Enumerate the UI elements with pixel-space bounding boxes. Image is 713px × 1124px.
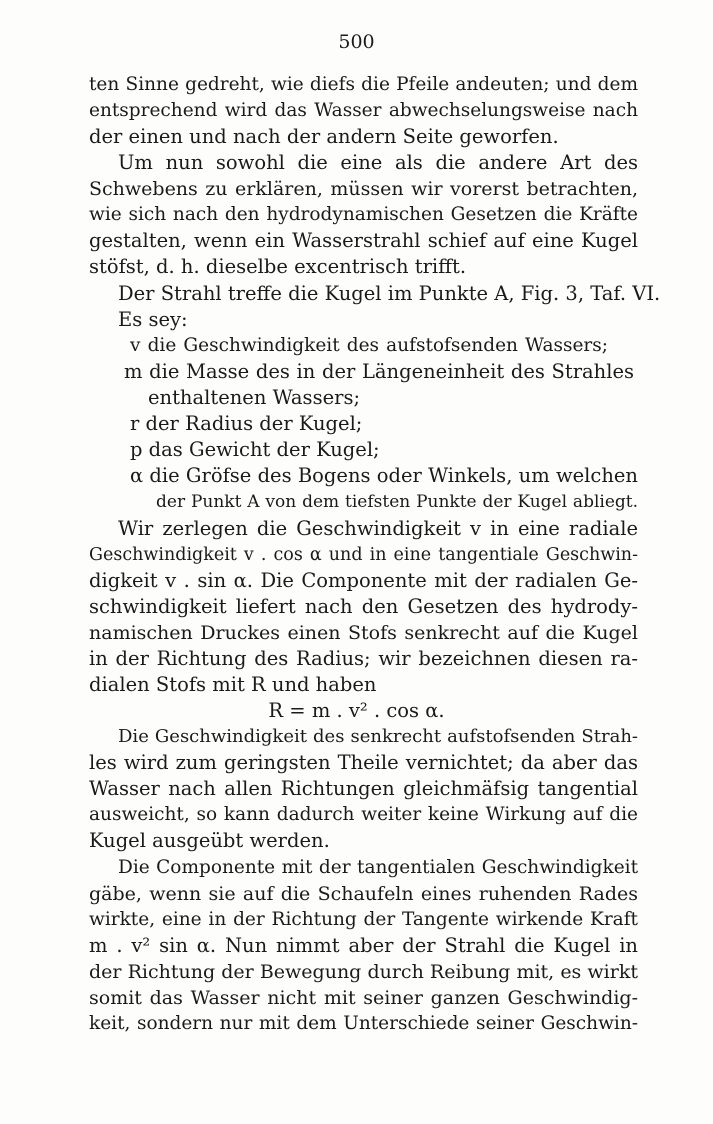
text-line: entsprechend wird das Wasser abwechselungsweise nach	[89, 100, 638, 121]
text-line: stöfst, d. h. dieselbe excentrisch trifft.	[89, 255, 467, 278]
text-line: somit das Wasser nicht mit seiner ganzen Geschwindig-	[89, 987, 638, 1009]
text-line: der Punkt A von dem tiefsten Punkte der Kugel abliegt.	[156, 492, 638, 512]
text-line: Es sey:	[118, 308, 188, 331]
text-line: namischen Druckes einen Stofs senkrecht auf die Kugel	[89, 622, 638, 644]
text-line: v die Geschwindigkeit des aufstofsenden Wassers;	[130, 335, 608, 356]
text-line: Wir zerlegen die Geschwindigkeit v in eine radiale	[118, 517, 638, 540]
equation: R = m . v² . cos α.	[268, 699, 445, 722]
text-line: gestalten, wenn ein Wasserstrahl schief auf eine Kugel	[89, 229, 638, 252]
text-line: les wird zum geringsten Theile vernichtet; da aber das	[89, 751, 638, 774]
text-line: der einen und nach der andern Seite geworfen.	[89, 125, 559, 148]
text-line: m . v² sin α. Nun nimmt aber der Strahl die Kugel in	[89, 934, 638, 957]
text-line: p das Gewicht der Kugel;	[130, 438, 380, 461]
text-line: Schwebens zu erklären, müssen wir vorerst betrachten,	[89, 178, 638, 200]
text-line: schwindigkeit liefert nach den Gesetzen des hydrody-	[89, 595, 638, 618]
text-line: Geschwindigkeit v . cos α und in eine tangentiale Geschwin-	[89, 545, 638, 565]
text-line: Um nun sowohl die eine als die andere Art des	[118, 151, 638, 174]
text-line: keit, sondern nur mit dem Unterschiede seiner Geschwin-	[89, 1013, 638, 1034]
text-line: digkeit v . sin α. Die Componente mit der radialen Ge-	[89, 569, 638, 592]
text-line: Kugel ausgeübt werden.	[89, 829, 330, 852]
text-line: wirkte, eine in der Richtung der Tangente wirkende Kraft	[89, 909, 638, 930]
text-line: m die Masse des in der Längeneinheit des Strahles	[124, 360, 634, 383]
text-line: gäbe, wenn sie auf die Schaufeln eines ruhenden Rades	[89, 883, 638, 905]
text-line: α die Gröfse des Bogens oder Winkels, um welchen	[130, 464, 638, 487]
text-line: dialen Stofs mit R und haben	[89, 673, 377, 696]
text-line: ten Sinne gedreht, wie diefs die Pfeile andeuten; und dem	[89, 74, 638, 95]
text-line: in der Richtung des Radius; wir bezeichnen diesen ra-	[89, 647, 638, 670]
text-line: Die Geschwindigkeit des senkrecht aufstofsenden Strah-	[118, 726, 638, 747]
text-line: wie sich nach den hydrodynamischen Gesetzen die Kräfte	[89, 204, 638, 225]
text-line: r der Radius der Kugel;	[130, 412, 363, 435]
text-line: Wasser nach allen Richtungen gleichmäfsig tangential	[89, 777, 638, 800]
text-line: Die Componente mit der tangentialen Geschwindigkeit	[118, 857, 638, 878]
text-line: Der Strahl treffe die Kugel im Punkte A, Fig. 3, Taf. VI.	[118, 282, 661, 305]
text-line: ausweicht, so kann dadurch weiter keine Wirkung auf die	[89, 804, 638, 825]
text-line: enthaltenen Wassers;	[148, 386, 361, 409]
page-number: 500	[338, 31, 375, 53]
text-line: der Richtung der Bewegung durch Reibung mit, es wirkt	[89, 961, 638, 983]
